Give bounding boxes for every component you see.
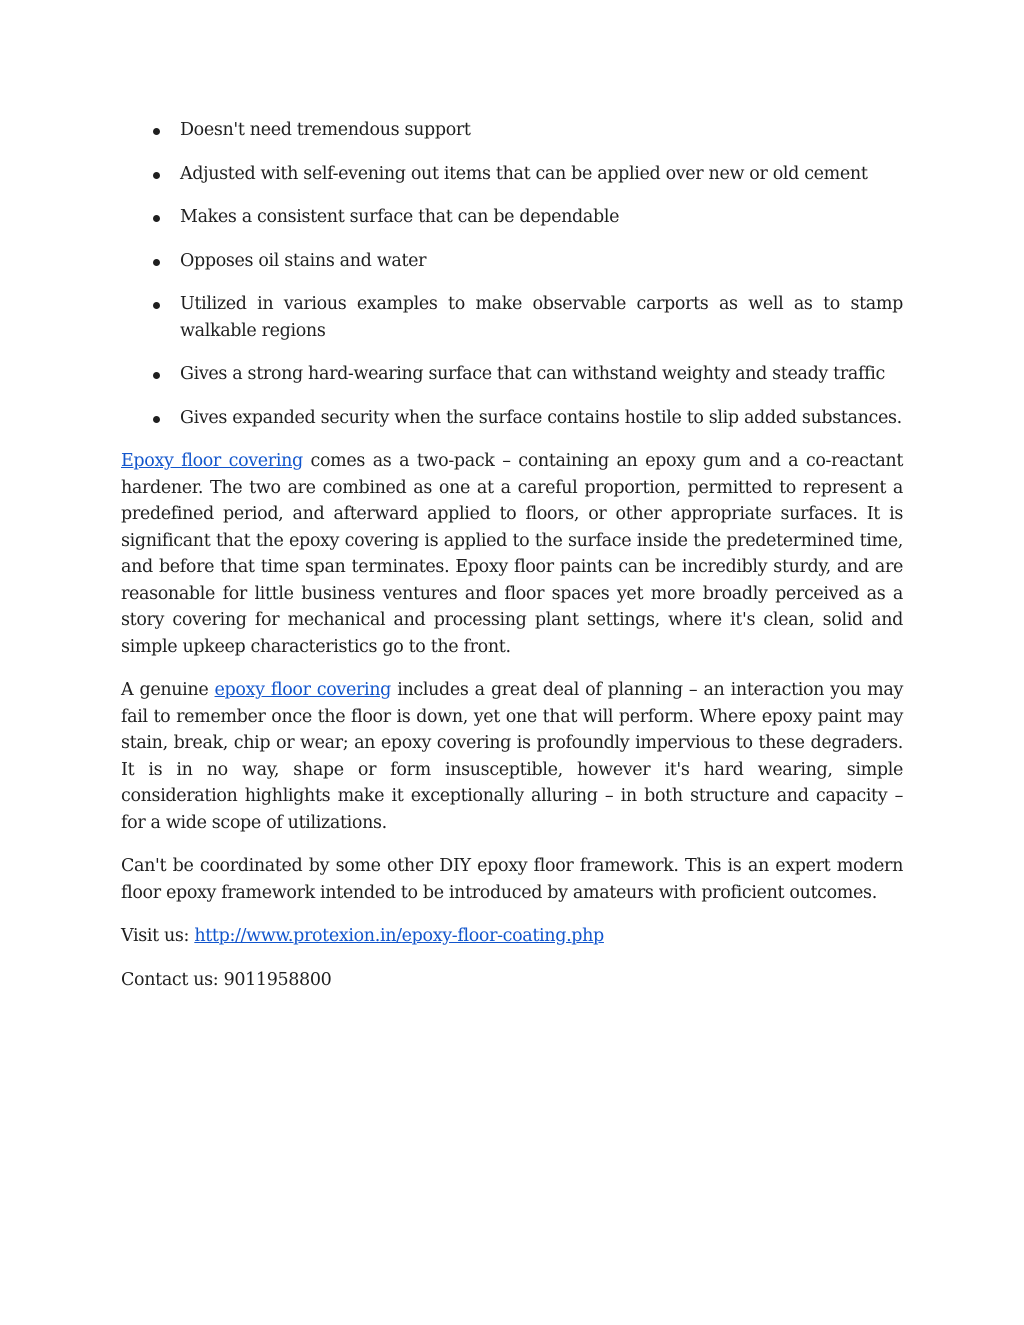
bullet-dot-icon xyxy=(153,302,160,309)
list-item-text: Makes a consistent surface that can be dependable xyxy=(180,207,620,227)
visit-line xyxy=(121,923,903,950)
bullet-dot-icon xyxy=(153,372,160,379)
paragraph-text: Can't be coordinated by some other DIY epoxy floor framework. This is an expert modern floor epoxy framework intended to be introduced by amateurs with proficient outcomes. xyxy=(121,856,903,903)
bullet-dot-icon xyxy=(153,259,160,266)
contact-text: Contact us: 9011958800 xyxy=(121,969,332,990)
document-page xyxy=(121,117,903,1010)
website-link[interactable]: http://www.protexion.in/epoxy-floor-coating.php xyxy=(194,926,604,946)
contact-line xyxy=(121,967,903,994)
list-item-text: Utilized in various examples to make observable carports as well as to stamp walkable regions xyxy=(180,294,903,341)
list-item xyxy=(121,291,903,344)
list-item-text: Gives a strong hard-wearing surface that can withstand weighty and steady traffic xyxy=(180,364,885,384)
bullet-dot-icon xyxy=(153,215,160,222)
bullet-dot-icon xyxy=(153,172,160,179)
feature-list xyxy=(121,117,903,431)
list-item xyxy=(121,204,903,231)
list-item-text: Doesn't need tremendous support xyxy=(180,120,471,140)
list-item xyxy=(121,248,903,275)
bullet-dot-icon xyxy=(153,128,160,135)
epoxy-floor-covering-link[interactable]: Epoxy floor covering xyxy=(121,451,303,471)
bullet-dot-icon xyxy=(153,416,160,423)
epoxy-floor-covering-link[interactable]: epoxy floor covering xyxy=(214,680,392,700)
list-item-text: Adjusted with self-evening out items that can be applied over new or old cement xyxy=(180,163,868,184)
visit-label: Visit us: xyxy=(121,926,195,946)
list-item xyxy=(121,405,903,432)
list-item xyxy=(121,161,903,188)
paragraph-genuine-epoxy xyxy=(121,677,903,836)
paragraph-epoxy-intro xyxy=(121,448,903,660)
list-item xyxy=(121,361,903,388)
paragraph-prefix: A genuine xyxy=(121,680,215,700)
list-item-text: Opposes oil stains and water xyxy=(180,250,427,271)
list-item-text: Gives expanded security when the surface contains hostile to slip added substances. xyxy=(180,407,902,428)
paragraph-text: comes as a two-pack – containing an epoxy gum and a co-reactant hardener. The two are combined as one at a careful proportion, permitted to represent a predefined period, and afterward applied to floors, or other appropriate surfaces. It is significant that the epoxy covering is applied to the surface inside the predetermined time, and before that time span terminates. Epoxy floor paints can be incredibly sturdy, and are reasonable for little business ventures and floor spaces yet more broadly perceived as a story covering for mechanical and processing plant settings, where it's clean, solid and simple upkeep characteristics go to the front. xyxy=(121,451,904,657)
paragraph-text: includes a great deal of planning – an interaction you may fail to remember once the floor is down, yet one that will perform. Where epoxy paint may stain, break, chip or wear; an epoxy covering is profoundly impervious to these degraders. It is in no way, shape or form insusceptible, however it's hard wearing, simple consideration highlights make it exceptionally alluring – in both structure and capacity – for a wide scope of utilizations. xyxy=(121,680,903,833)
list-item xyxy=(121,117,903,144)
paragraph-diy-framework xyxy=(121,853,903,906)
